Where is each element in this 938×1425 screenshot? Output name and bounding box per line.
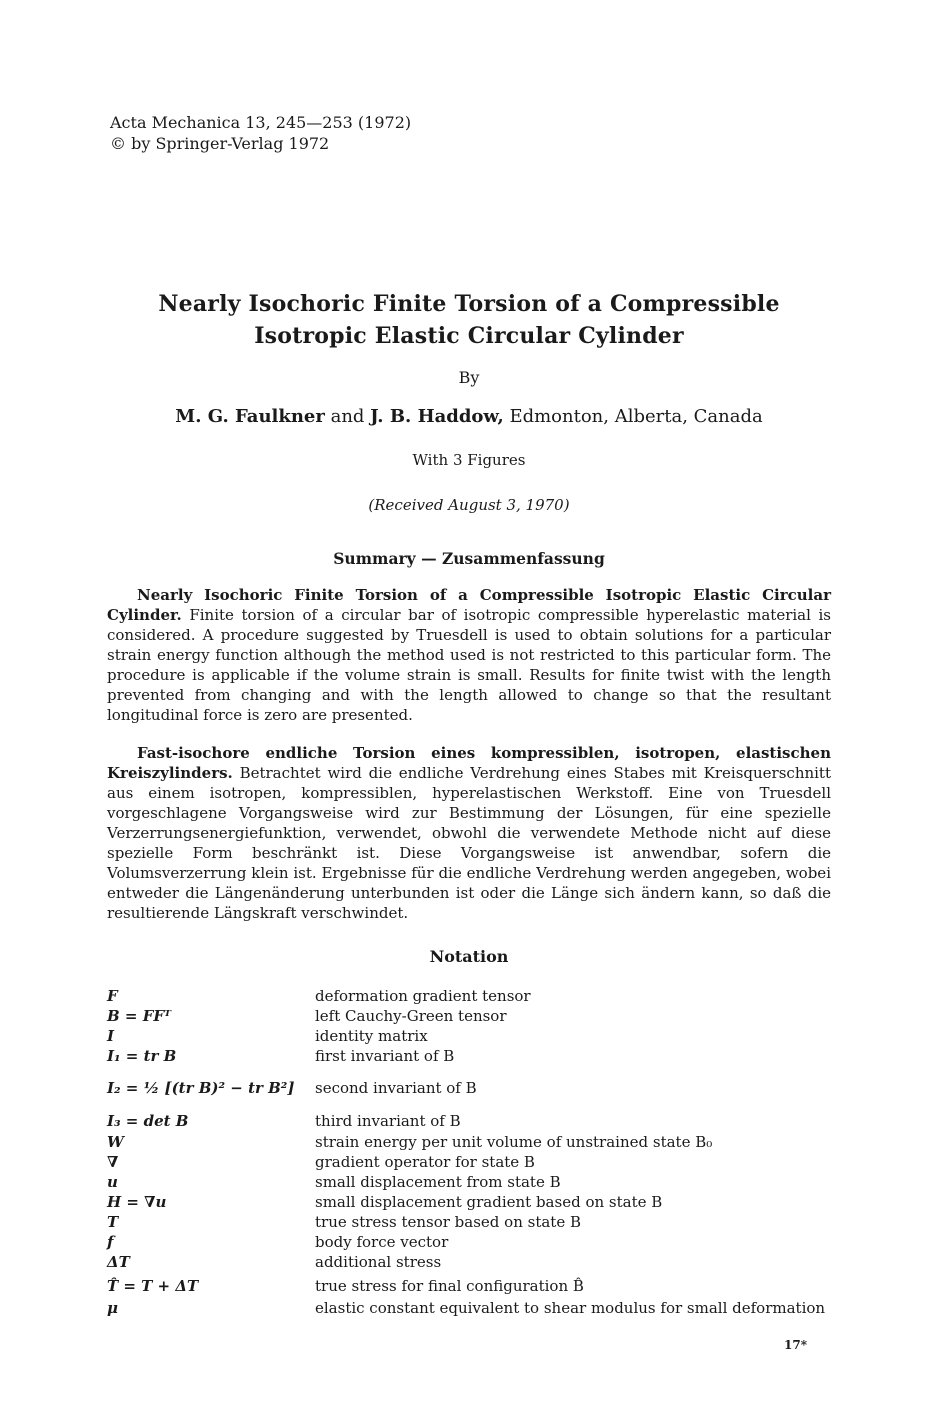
- summary-german-lead: Fast-isochore endliche Torsion eines kompressiblen, isotropen, elastischen Kreiszylinders.: [107, 744, 831, 782]
- notation-symbol: T: [107, 1213, 119, 1231]
- journal-header: [110, 112, 411, 154]
- notation-symbol: F: [107, 987, 118, 1005]
- byline: By: [458, 368, 480, 387]
- notation-description: strain energy per unit volume of unstrained state B₀: [315, 1133, 713, 1151]
- title-line-1: Nearly Isochoric Finite Torsion of a Compressible: [158, 291, 780, 317]
- notation-description: additional stress: [315, 1253, 442, 1271]
- title-line-2: Isotropic Elastic Circular Cylinder: [254, 323, 684, 349]
- author-line: [0, 406, 938, 427]
- summary-heading: Summary — Zusammenfassung: [333, 549, 605, 568]
- notation-symbol: T̂ = T + ΔT: [107, 1277, 199, 1295]
- notation-description: identity matrix: [315, 1027, 428, 1045]
- notation-description: true stress tensor based on state B: [315, 1213, 581, 1231]
- notation-description: small displacement from state B: [315, 1173, 561, 1191]
- notation-description: true stress for final configuration B̂: [315, 1277, 584, 1295]
- notation-symbol: W: [107, 1133, 124, 1151]
- notation-symbol: f: [107, 1233, 114, 1251]
- page-number: 17*: [784, 1338, 807, 1352]
- summary-english-lead: Nearly Isochoric Finite Torsion of a Compressible Isotropic Elastic Circular Cylinder.: [107, 586, 831, 624]
- notation-description: gradient operator for state B: [315, 1153, 535, 1171]
- notation-symbol: B = FFᵀ: [107, 1007, 172, 1025]
- notation-symbol: I₃ = det B: [107, 1112, 189, 1130]
- notation-symbol: ΔT: [107, 1253, 130, 1271]
- notation-symbol: I: [107, 1027, 115, 1045]
- notation-description: body force vector: [315, 1233, 449, 1251]
- notation-symbol: H = ∇u: [107, 1193, 167, 1211]
- notation-description: first invariant of B: [315, 1047, 455, 1065]
- notation-description: deformation gradient tensor: [315, 987, 531, 1005]
- summary-english-body: Finite torsion of a circular bar of isotropic compressible hyperelastic material is considered. A procedure suggested by Truesdell is used to obtain solutions for a particular strain energy function although the method used is not restricted to this particular form. The procedure is applicable if the volume strain is small. Results for finite twist with the length prevented from changing and with the length allowed to change so that the resultant longitudinal force is zero are presented.: [107, 606, 831, 724]
- author-2: J. B. Haddow,: [370, 406, 504, 427]
- summary-english: [107, 585, 831, 725]
- notation-symbol: I₂ = ½ [(tr B)² − tr B²]: [107, 1079, 295, 1097]
- figures-note: With 3 Figures: [412, 451, 526, 469]
- author-conjunction: and: [324, 406, 371, 427]
- journal-citation: Acta Mechanica 13, 245—253 (1972): [110, 113, 412, 132]
- notation-heading: Notation: [429, 947, 509, 966]
- copyright-line: © by Springer-Verlag 1972: [110, 134, 330, 153]
- notation-description: third invariant of B: [315, 1112, 461, 1130]
- author-1: M. G. Faulkner: [175, 406, 325, 427]
- received-date: (Received August 3, 1970): [368, 496, 570, 514]
- summary-german-body: Betrachtet wird die endliche Verdrehung eines Stabes mit Kreisquerschnitt aus einem isotropen, kompressiblen, hyperelastischen Werkstoff. Eine von Truesdell vorgeschlagene Vorgangsweise wird zur Bestimmung der Lösungen, für eine spezielle Verzerrungsenergiefunktion, verwendet, obwohl die verwendete Methode nicht auf diese spezielle Form beschränkt ist. Diese Vorgangsweise ist anwendbar, sofern die Volumsverzerrung klein ist. Ergebnisse für die endliche Verdrehung werden angegeben, wobei entweder die Längenänderung unterbunden ist oder die Länge sich ändern kann, so daß die resultierende Längskraft verschwindet.: [107, 764, 831, 922]
- notation-symbol: μ: [107, 1299, 118, 1317]
- notation-description: second invariant of B: [315, 1079, 477, 1097]
- notation-symbol: u: [107, 1173, 118, 1191]
- summary-german: [107, 743, 831, 923]
- paper-title: [0, 288, 938, 352]
- notation-description: left Cauchy-Green tensor: [315, 1007, 507, 1025]
- notation-description: elastic constant equivalent to shear modulus for small deformation: [315, 1299, 826, 1317]
- notation-description: small displacement gradient based on state B: [315, 1193, 663, 1211]
- author-location: Edmonton, Alberta, Canada: [503, 406, 763, 427]
- notation-symbol: I₁ = tr B: [107, 1047, 177, 1065]
- notation-symbol: ∇: [107, 1153, 119, 1171]
